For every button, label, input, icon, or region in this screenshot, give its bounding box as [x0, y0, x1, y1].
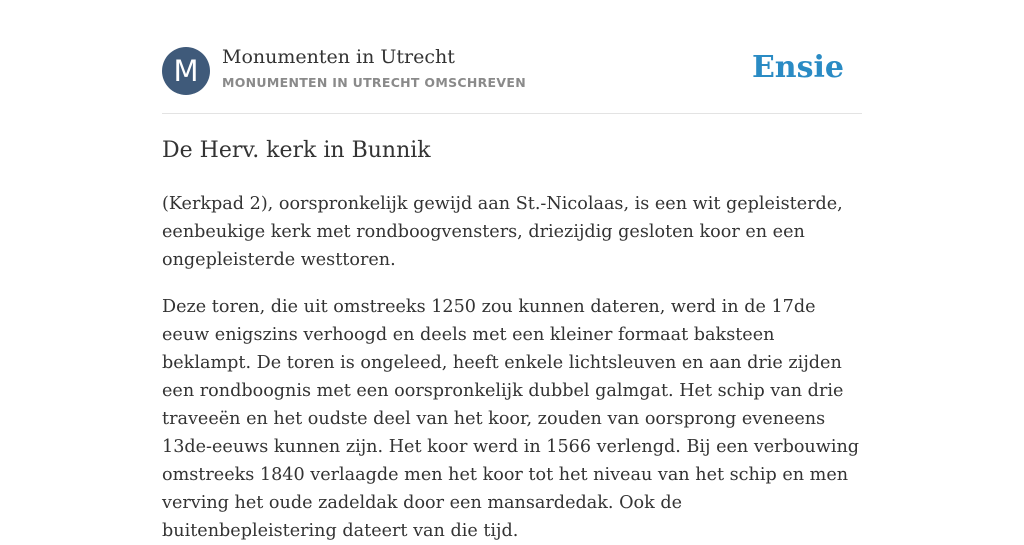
- page: [162, 0, 862, 541]
- site-subtitle: MONUMENTEN IN UTRECHT OMSCHREVEN: [222, 75, 526, 90]
- article-title: De Herv. kerk in Bunnik: [162, 138, 431, 163]
- article-paragraph-1: (Kerkpad 2), oorspronkelijk gewijd aan St.-Nicolaas, is een wit gepleisterde, eenbeukige kerk met rondboogvensters, driezijdig gesloten koor en een ongepleisterde westtoren.: [162, 194, 843, 270]
- site-title-link[interactable]: Monumenten in Utrecht: [222, 46, 455, 68]
- article-paragraph-2: Deze toren, die uit omstreeks 1250 zou kunnen dateren, werd in de 17de eeuw enigszins verhoogd en deels met een kleiner formaat baksteen beklampt. De toren is ongeleed, heeft enkele lichtsleuven en aan drie zijden een rondboognis met een oorspronkelijk dubbel galmgat. Het schip van drie traveeën en het oudste deel van het koor, zouden van oorsprong eveneens 13de-eeuws kunnen zijn. Het koor werd in 1566 verlengd. Bij een verbouwing omstreeks 1840 verlaagde men het koor tot het niveau van het schip en men verving het oude zadeldak door een mansardedak. Ook de buitenbepleistering dateert van die tijd.: [162, 297, 860, 541]
- site-avatar[interactable]: M: [162, 47, 210, 95]
- site-header: [162, 0, 862, 114]
- ensie-logo[interactable]: Ensie: [751, 50, 844, 85]
